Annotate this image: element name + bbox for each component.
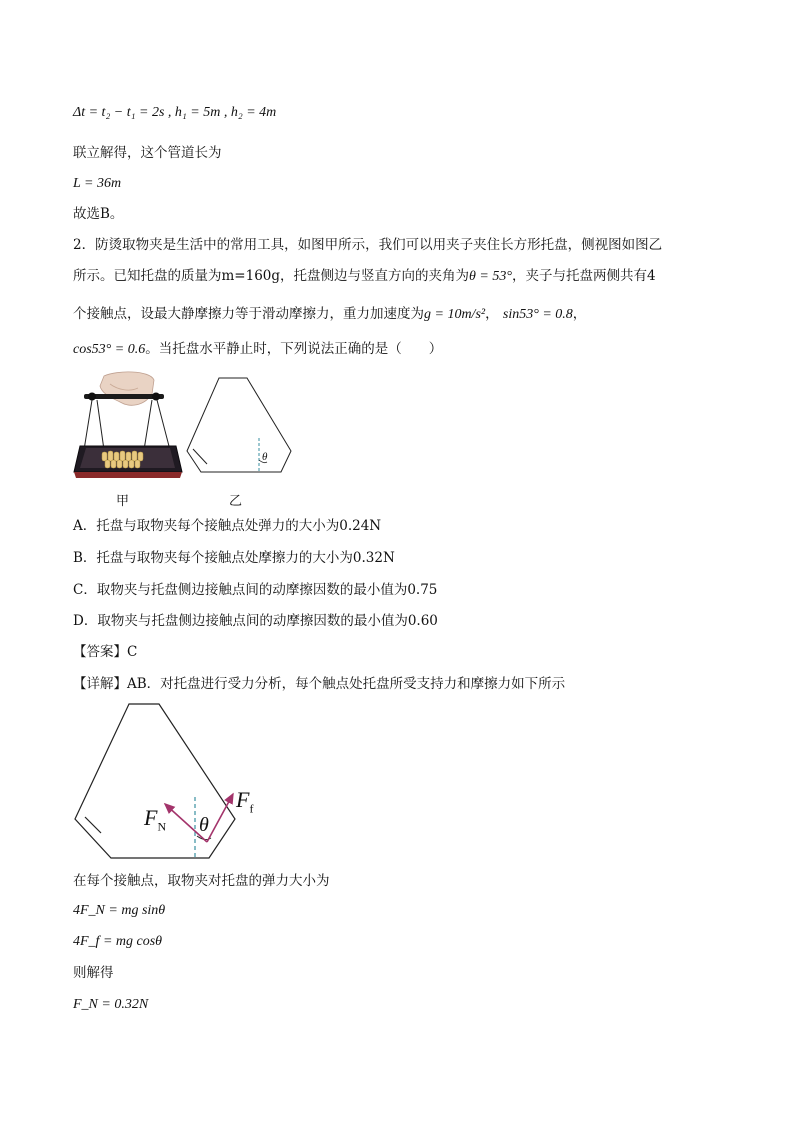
theta-equation: θ = 53°: [469, 269, 512, 284]
hand-shape: [100, 372, 154, 405]
figure-yi-theta: θ: [262, 451, 268, 463]
option-b: B．托盘与取物夹每个接触点处摩擦力的大小为0.32N: [73, 550, 395, 566]
question-line-1: 2．防烫取物夹是生活中的常用工具，如图甲所示，我们可以用夹子夹住长方形托盘，侧视图如图乙: [73, 237, 663, 253]
force-diagram: [73, 702, 243, 862]
fn-label: $F_N$: [144, 805, 167, 834]
figure-jia-label: 甲: [116, 494, 130, 509]
figure-yi-label: 乙: [229, 494, 243, 509]
question-text-5: 。当托盘水平静止时，下列说法正确的是（ ）: [145, 341, 443, 357]
previous-answer-text: 故选B。: [73, 206, 124, 222]
friction-force-arrow: [207, 794, 233, 842]
question-text-3: ，夹子与托盘两侧共有4: [511, 268, 656, 284]
cos-equation: cos53° = 0.6: [73, 342, 146, 357]
g-equation: g = 10m/s²: [424, 307, 486, 322]
sin-equation: sin53° = 0.8: [502, 307, 573, 322]
question-line-2: [73, 266, 656, 287]
after-line-1: 在每个接触点，取物夹对托盘的弹力大小为: [73, 873, 330, 889]
figure-jia-tray-image: [72, 372, 182, 487]
figure-yi-diagram: [185, 376, 295, 486]
question-text-4: 个接触点，设最大静摩擦力等于滑动摩擦力，重力加速度为: [73, 306, 424, 322]
option-a: A．托盘与取物夹每个接触点处弹力的大小为0.24N: [73, 518, 382, 534]
question-line-3: 个接触点，设最大静摩擦力等于滑动摩擦力，重力加速度为g = 10m/s²， sin53° = 0.8，: [73, 306, 587, 322]
question-line-4: [73, 339, 442, 360]
solve-intro-text: 联立解得，这个管道长为: [73, 145, 222, 161]
equation-1: 4F_N = mg sinθ: [73, 903, 166, 918]
ff-label: $F_f$: [236, 787, 254, 816]
question-text-2: 所示。已知托盘的质量为m=160g，托盘侧边与竖直方向的夹角为: [73, 268, 470, 284]
given-equation: Δt = t₂ − t₁ = 2s , h₁ = 5m , h₂ = 4m: [73, 105, 277, 120]
equation-2: 4F_f = mg cosθ: [73, 934, 163, 949]
answer-line: 【答案】C: [73, 644, 138, 660]
detail-line: 【详解】AB．对托盘进行受力分析，每个触点处托盘所受支持力和摩擦力如下所示: [73, 676, 566, 692]
force-theta-label: θ: [199, 814, 209, 836]
result-equation: L = 36m: [73, 176, 122, 191]
option-c: C．取物夹与托盘侧边接触点间的动摩擦因数的最小值为0.75: [73, 582, 438, 598]
after-line-2: 则解得: [73, 965, 114, 981]
option-d: D．取物夹与托盘侧边接触点间的动摩擦因数的最小值为0.60: [73, 613, 438, 629]
equation-3: F_N = 0.32N: [73, 997, 149, 1012]
